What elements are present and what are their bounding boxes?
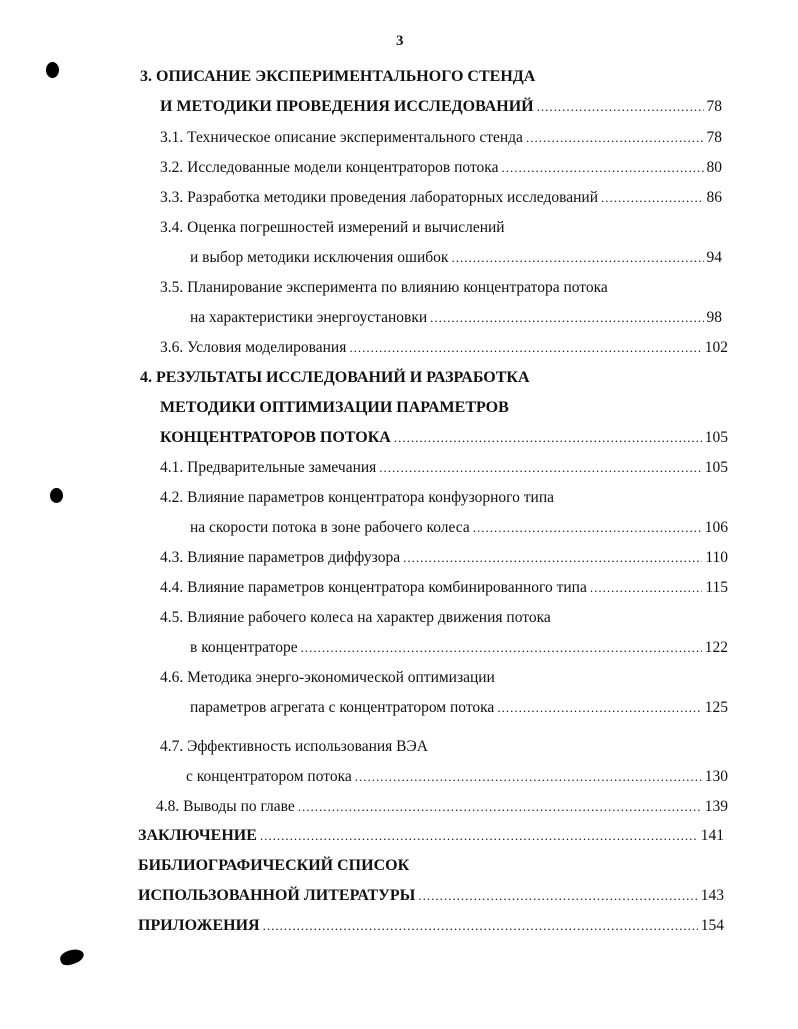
- toc-entry-3-4-line2: и выбор методики исключения ошибок ..... 94: [190, 248, 722, 268]
- toc-bibliography-line2: ИСПОЛЬЗОВАННОЙ ЛИТЕРАТУРЫ ..... 143: [138, 886, 724, 906]
- toc-entry-4-7-line2: с концентратором потока ..... 130: [186, 767, 728, 787]
- toc-appendix: ПРИЛОЖЕНИЯ ..... 154: [138, 916, 724, 936]
- toc-entry-4-2-line2: на скорости потока в зоне рабочего колеса ..... 106: [190, 518, 728, 538]
- toc-entry-4-3: 4.3. Влияние параметров диффузора ..... 110: [160, 548, 728, 568]
- ink-blot-mark: [58, 947, 85, 968]
- toc-entry-3-3: 3.3. Разработка методики проведения лабораторных исследований ..... 86: [160, 188, 722, 208]
- toc-entry-4-4: 4.4. Влияние параметров концентратора комбинированного типа ..... 115: [160, 578, 728, 598]
- toc-entry-3-1: 3.1. Техническое описание экспериментального стенда ..... 78: [160, 128, 722, 148]
- toc-entry-4-8: 4.8. Выводы по главе ..... 139: [156, 797, 728, 817]
- toc-section-4-entry: КОНЦЕНТРАТОРОВ ПОТОКА ..... 105: [160, 428, 728, 448]
- toc-entry-3-5-line1: 3.5. Планирование эксперимента по влиянию концентратора потока: [160, 279, 608, 296]
- toc-entry-3-2: 3.2. Исследованные модели концентраторов потока ..... 80: [160, 158, 722, 178]
- toc-entry-4-5-line2: в концентраторе ..... 122: [190, 638, 728, 658]
- toc-section-4-title-line1: 4. РЕЗУЛЬТАТЫ ИССЛЕДОВАНИЙ И РАЗРАБОТКА: [140, 369, 530, 386]
- toc-entry-4-5-line1: 4.5. Влияние рабочего колеса на характер движения потока: [160, 609, 551, 626]
- toc-entry-4-6-line1: 4.6. Методика энерго-экономической оптимизации: [160, 669, 495, 686]
- page-number: 3: [396, 33, 404, 49]
- toc-entry-3-4-line1: 3.4. Оценка погрешностей измерений и вычислений: [160, 219, 505, 236]
- toc-section-3-title: 3. ОПИСАНИЕ ЭКСПЕРИМЕНТАЛЬНОГО СТЕНДА: [140, 68, 536, 85]
- toc-bibliography-line1: БИБЛИОГРАФИЧЕСКИЙ СПИСОК: [138, 857, 410, 874]
- toc-entry-4-7-line1: 4.7. Эффективность использования ВЭА: [160, 738, 428, 755]
- toc-entry-4-2-line1: 4.2. Влияние параметров концентратора конфузорного типа: [160, 489, 555, 506]
- ink-blot-mark: [46, 62, 59, 78]
- toc-entry-4-1: 4.1. Предварительные замечания ..... 105: [160, 458, 728, 478]
- toc-entry-3-6: 3.6. Условия моделирования ..... 102: [160, 338, 728, 358]
- toc-section-3-entry: И МЕТОДИКИ ПРОВЕДЕНИЯ ИССЛЕДОВАНИЙ ..... 78: [160, 97, 722, 117]
- toc-conclusion: ЗАКЛЮЧЕНИЕ ..... 141: [138, 826, 724, 846]
- toc-entry-3-5-line2: на характеристики энергоустановки ..... 98: [190, 308, 722, 328]
- ink-blot-mark: [50, 488, 63, 503]
- toc-section-4-title-line2: МЕТОДИКИ ОПТИМИЗАЦИИ ПАРАМЕТРОВ: [160, 399, 509, 416]
- toc-entry-4-6-line2: параметров агрегата с концентратором потока ..... 125: [190, 698, 728, 718]
